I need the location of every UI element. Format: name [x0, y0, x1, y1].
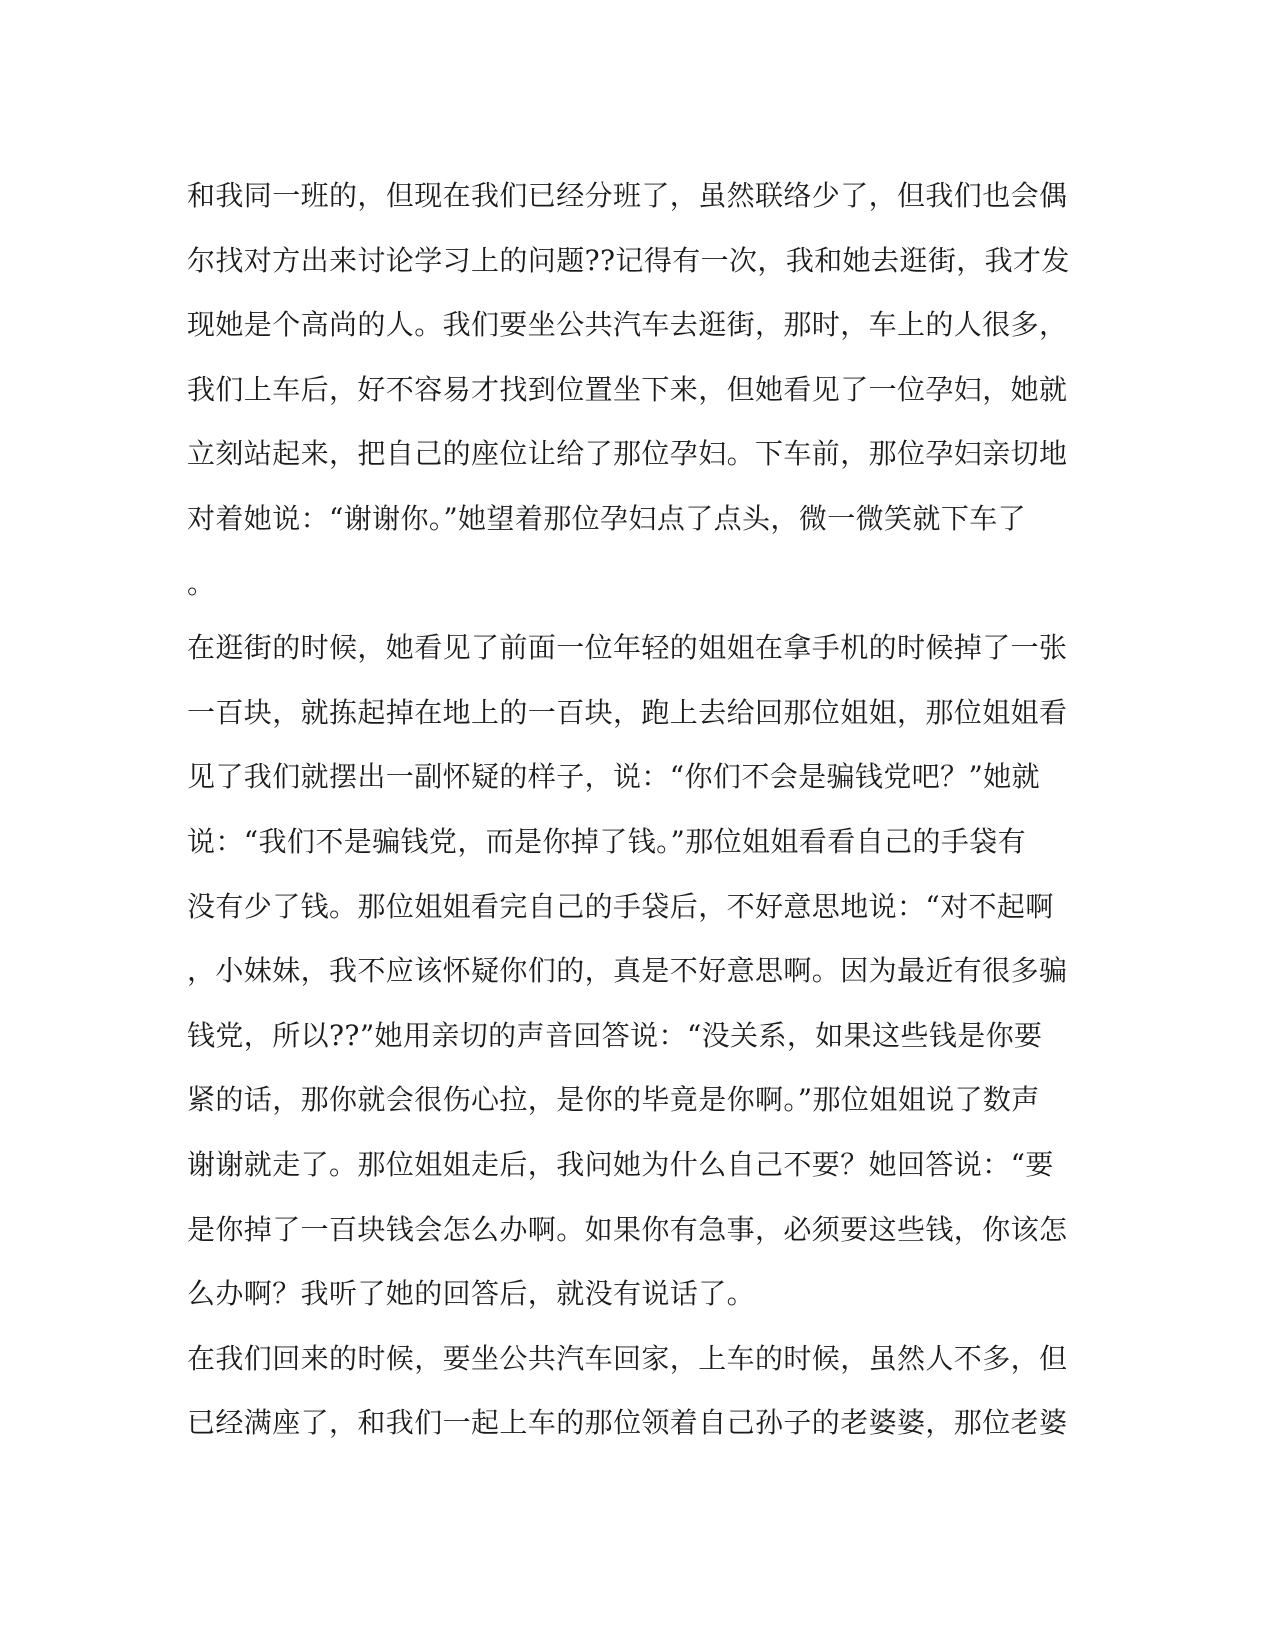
- text-line: 么办啊？我听了她的回答后，就没有说话了。: [187, 1277, 756, 1311]
- text-line: 紧的话，那你就会很伤心拉，是你的毕竟是你啊。”那位姐姐说了数声: [187, 1083, 1040, 1117]
- text-line: 对着她说：“谢谢你。”她望着那位孕妇点了点头，微一微笑就下车了: [187, 501, 1027, 535]
- text-line: ，小妹妹，我不应该怀疑你们的，真是不好意思啊。因为最近有很多骗: [187, 954, 1068, 988]
- text-line: 已经满座了，和我们一起上车的那位领着自己孙子的老婆婆，那位老婆: [187, 1406, 1068, 1440]
- text-line: 在逛街的时候，她看见了前面一位年轻的姐姐在拿手机的时候掉了一张: [187, 631, 1068, 665]
- text-line: 一百块，就拣起掉在地上的一百块，跑上去给回那位姐姐，那位姐姐看: [187, 695, 1068, 729]
- text-line: 尔找对方出来讨论学习上的问题??记得有一次，我和她去逛街，我才发: [187, 243, 1070, 277]
- text-line: 。: [187, 566, 216, 600]
- text-line: 立刻站起来，把自己的座位让给了那位孕妇。下车前，那位孕妇亲切地: [187, 437, 1068, 471]
- text-line: 见了我们就摆出一副怀疑的样子，说：“你们不会是骗钱党吧？”她就: [187, 760, 1041, 794]
- text-line: 没有少了钱。那位姐姐看完自己的手袋后，不好意思地说：“对不起啊: [187, 889, 1054, 923]
- text-line: 说：“我们不是骗钱党，而是你掉了钱。”那位姐姐看看自己的手袋有: [187, 824, 1027, 858]
- text-line: 钱党，所以??”她用亲切的声音回答说：“没关系，如果这些钱是你要: [187, 1018, 1043, 1052]
- body-text: [187, 164, 1097, 1456]
- text-line: 是你掉了一百块钱会怎么办啊。如果你有急事，必须要这些钱，你该怎: [187, 1212, 1068, 1246]
- text-line: 在我们回来的时候，要坐公共汽车回家，上车的时候，虽然人不多，但: [187, 1341, 1068, 1375]
- text-line: 我们上车后，好不容易才找到位置坐下来，但她看见了一位孕妇，她就: [187, 372, 1068, 406]
- text-line: 谢谢就走了。那位姐姐走后，我问她为什么自己不要？她回答说：“要: [187, 1147, 1054, 1181]
- text-line: 和我同一班的，但现在我们已经分班了，虽然联络少了，但我们也会偶: [187, 179, 1068, 212]
- text-line: 现她是个高尚的人。我们要坐公共汽车去逛街，那时，车上的人很多，: [187, 308, 1068, 342]
